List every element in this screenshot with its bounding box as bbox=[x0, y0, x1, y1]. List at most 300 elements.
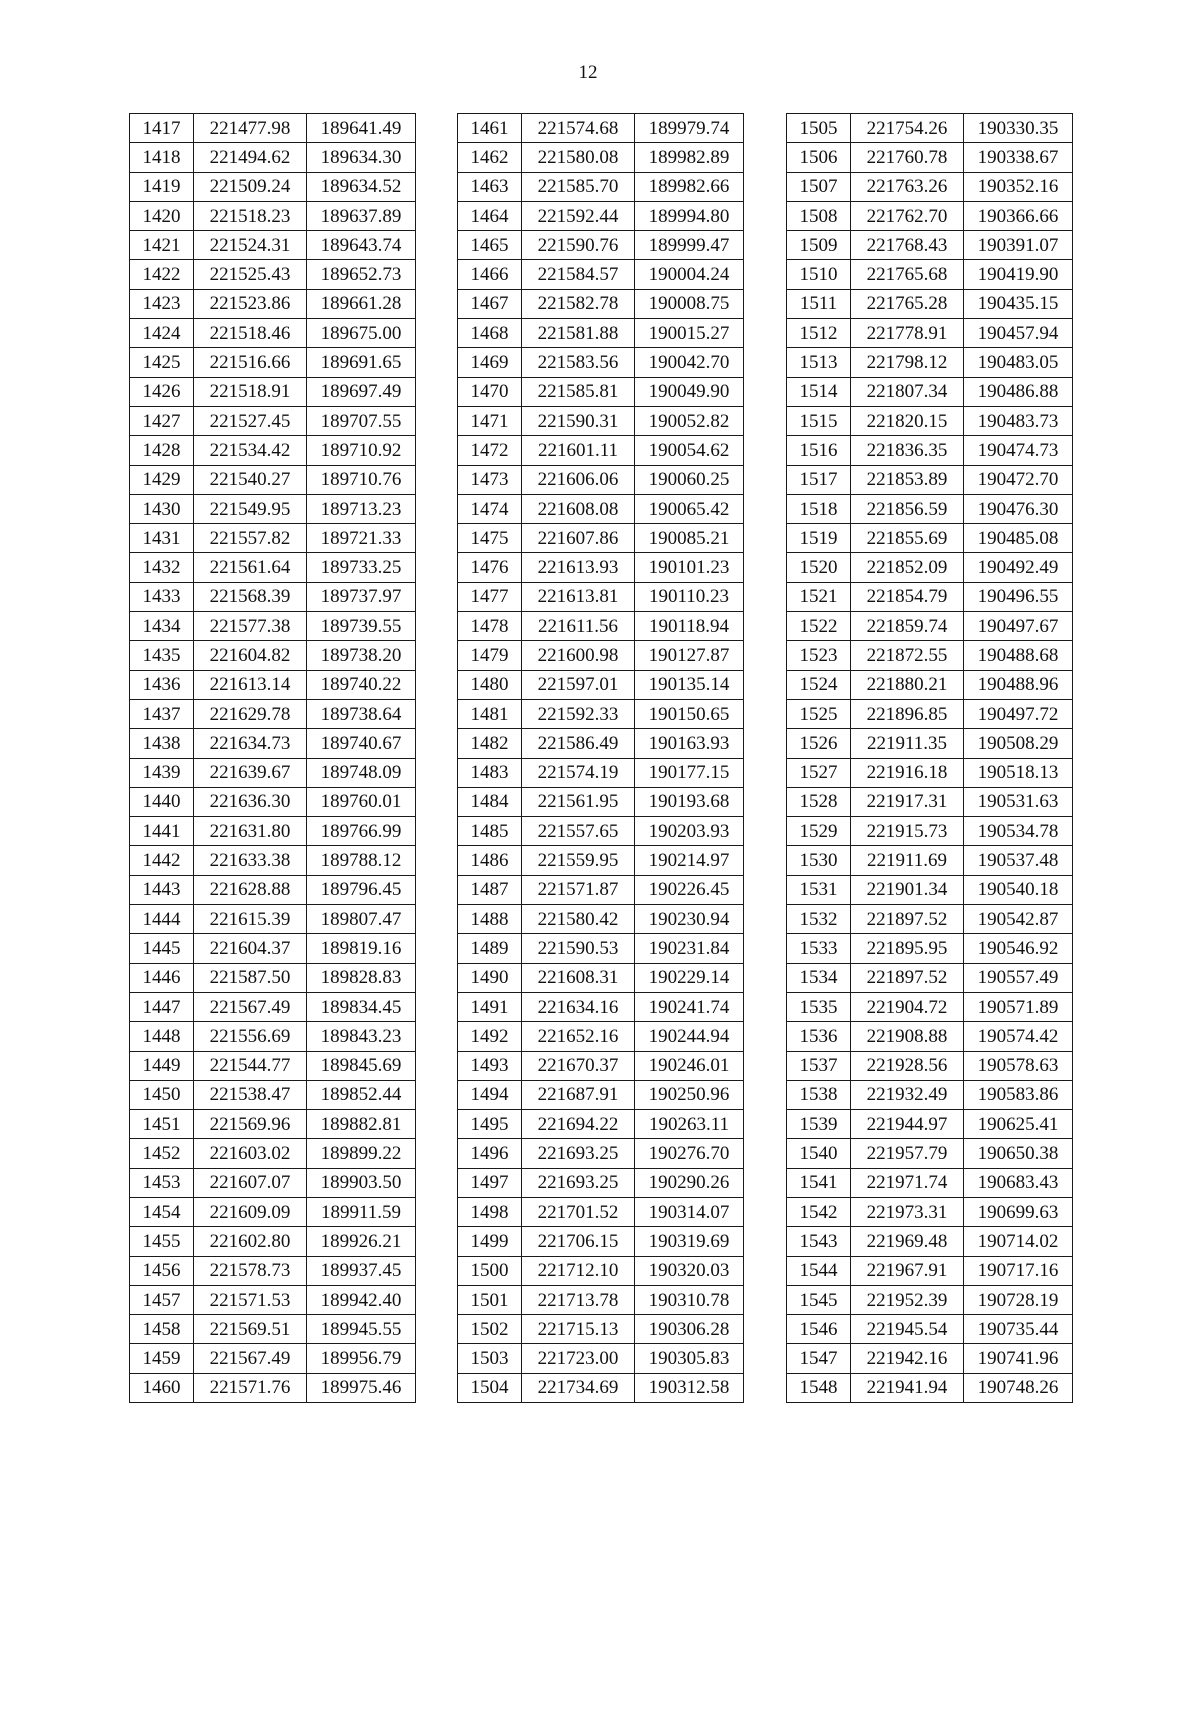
y-coordinate-cell: 190193.68 bbox=[635, 787, 744, 816]
table-row bbox=[458, 494, 744, 523]
point-number-cell: 1505 bbox=[787, 114, 851, 143]
y-coordinate-cell: 189982.66 bbox=[635, 172, 744, 201]
table-row bbox=[130, 875, 416, 904]
table-row bbox=[130, 1373, 416, 1402]
table-row bbox=[130, 1315, 416, 1344]
table-row bbox=[130, 289, 416, 318]
y-coordinate-cell: 190650.38 bbox=[964, 1139, 1073, 1168]
x-coordinate-cell: 221896.85 bbox=[851, 699, 964, 728]
point-number-cell: 1530 bbox=[787, 846, 851, 875]
y-coordinate-cell: 190305.83 bbox=[635, 1344, 744, 1373]
y-coordinate-cell: 189845.69 bbox=[307, 1051, 416, 1080]
table-row bbox=[458, 1110, 744, 1139]
y-coordinate-cell: 190314.07 bbox=[635, 1197, 744, 1226]
y-coordinate-cell: 190486.88 bbox=[964, 377, 1073, 406]
point-number-cell: 1429 bbox=[130, 465, 194, 494]
point-number-cell: 1485 bbox=[458, 817, 522, 846]
table-row bbox=[787, 494, 1073, 523]
y-coordinate-cell: 190320.03 bbox=[635, 1256, 744, 1285]
table-row bbox=[787, 436, 1073, 465]
y-coordinate-cell: 189843.23 bbox=[307, 1022, 416, 1051]
x-coordinate-cell: 221911.35 bbox=[851, 729, 964, 758]
x-coordinate-cell: 221701.52 bbox=[522, 1197, 635, 1226]
y-coordinate-cell: 189737.97 bbox=[307, 582, 416, 611]
y-coordinate-cell: 190231.84 bbox=[635, 934, 744, 963]
x-coordinate-cell: 221583.56 bbox=[522, 348, 635, 377]
point-number-cell: 1427 bbox=[130, 406, 194, 435]
table-row bbox=[787, 670, 1073, 699]
table-row bbox=[787, 1110, 1073, 1139]
table-row bbox=[130, 905, 416, 934]
x-coordinate-cell: 221571.87 bbox=[522, 875, 635, 904]
point-number-cell: 1418 bbox=[130, 143, 194, 172]
x-coordinate-cell: 221577.38 bbox=[194, 612, 307, 641]
x-coordinate-cell: 221600.98 bbox=[522, 641, 635, 670]
y-coordinate-cell: 190004.24 bbox=[635, 260, 744, 289]
x-coordinate-cell: 221895.95 bbox=[851, 934, 964, 963]
coordinates-table bbox=[129, 113, 416, 1403]
point-number-cell: 1504 bbox=[458, 1373, 522, 1402]
point-number-cell: 1532 bbox=[787, 905, 851, 934]
point-number-cell: 1520 bbox=[787, 553, 851, 582]
x-coordinate-cell: 221580.42 bbox=[522, 905, 635, 934]
point-number-cell: 1523 bbox=[787, 641, 851, 670]
table-row bbox=[787, 875, 1073, 904]
table-row bbox=[787, 1168, 1073, 1197]
table-row bbox=[130, 787, 416, 816]
table-row bbox=[458, 1256, 744, 1285]
y-coordinate-cell: 190488.68 bbox=[964, 641, 1073, 670]
table-row bbox=[787, 465, 1073, 494]
table-row bbox=[787, 377, 1073, 406]
point-number-cell: 1534 bbox=[787, 963, 851, 992]
y-coordinate-cell: 190574.42 bbox=[964, 1022, 1073, 1051]
y-coordinate-cell: 190518.13 bbox=[964, 758, 1073, 787]
table-row bbox=[458, 1227, 744, 1256]
x-coordinate-cell: 221967.91 bbox=[851, 1256, 964, 1285]
y-coordinate-cell: 190015.27 bbox=[635, 319, 744, 348]
x-coordinate-cell: 221516.66 bbox=[194, 348, 307, 377]
table-row bbox=[458, 1051, 744, 1080]
table-row bbox=[787, 612, 1073, 641]
table-row bbox=[458, 875, 744, 904]
point-number-cell: 1454 bbox=[130, 1197, 194, 1226]
x-coordinate-cell: 221544.77 bbox=[194, 1051, 307, 1080]
y-coordinate-cell: 189945.55 bbox=[307, 1315, 416, 1344]
y-coordinate-cell: 190163.93 bbox=[635, 729, 744, 758]
x-coordinate-cell: 221634.73 bbox=[194, 729, 307, 758]
y-coordinate-cell: 189697.49 bbox=[307, 377, 416, 406]
point-number-cell: 1435 bbox=[130, 641, 194, 670]
table-row bbox=[787, 758, 1073, 787]
point-number-cell: 1471 bbox=[458, 406, 522, 435]
point-number-cell: 1498 bbox=[458, 1197, 522, 1226]
y-coordinate-cell: 189652.73 bbox=[307, 260, 416, 289]
point-number-cell: 1543 bbox=[787, 1227, 851, 1256]
table-row bbox=[130, 1139, 416, 1168]
x-coordinate-cell: 221941.94 bbox=[851, 1373, 964, 1402]
table-row bbox=[787, 905, 1073, 934]
x-coordinate-cell: 221629.78 bbox=[194, 699, 307, 728]
table-row bbox=[458, 817, 744, 846]
y-coordinate-cell: 189710.76 bbox=[307, 465, 416, 494]
table-row bbox=[130, 348, 416, 377]
y-coordinate-cell: 190508.29 bbox=[964, 729, 1073, 758]
point-number-cell: 1500 bbox=[458, 1256, 522, 1285]
table-row bbox=[458, 787, 744, 816]
point-number-cell: 1544 bbox=[787, 1256, 851, 1285]
y-coordinate-cell: 190319.69 bbox=[635, 1227, 744, 1256]
y-coordinate-cell: 190177.15 bbox=[635, 758, 744, 787]
point-number-cell: 1423 bbox=[130, 289, 194, 318]
x-coordinate-cell: 221604.82 bbox=[194, 641, 307, 670]
table-row bbox=[458, 1373, 744, 1402]
x-coordinate-cell: 221908.88 bbox=[851, 1022, 964, 1051]
table-row bbox=[130, 524, 416, 553]
point-number-cell: 1465 bbox=[458, 231, 522, 260]
x-coordinate-cell: 221609.09 bbox=[194, 1197, 307, 1226]
y-coordinate-cell: 190483.05 bbox=[964, 348, 1073, 377]
table-row bbox=[458, 612, 744, 641]
point-number-cell: 1524 bbox=[787, 670, 851, 699]
x-coordinate-cell: 221854.79 bbox=[851, 582, 964, 611]
point-number-cell: 1446 bbox=[130, 963, 194, 992]
x-coordinate-cell: 221765.28 bbox=[851, 289, 964, 318]
y-coordinate-cell: 190683.43 bbox=[964, 1168, 1073, 1197]
point-number-cell: 1494 bbox=[458, 1080, 522, 1109]
x-coordinate-cell: 221945.54 bbox=[851, 1315, 964, 1344]
table-row bbox=[787, 992, 1073, 1021]
y-coordinate-cell: 189979.74 bbox=[635, 114, 744, 143]
y-coordinate-cell: 190472.70 bbox=[964, 465, 1073, 494]
table-row bbox=[458, 1168, 744, 1197]
table-row bbox=[458, 172, 744, 201]
x-coordinate-cell: 221897.52 bbox=[851, 905, 964, 934]
y-coordinate-cell: 190485.08 bbox=[964, 524, 1073, 553]
table-row bbox=[130, 729, 416, 758]
y-coordinate-cell: 190085.21 bbox=[635, 524, 744, 553]
table-row bbox=[787, 729, 1073, 758]
point-number-cell: 1492 bbox=[458, 1022, 522, 1051]
point-number-cell: 1437 bbox=[130, 699, 194, 728]
table-row bbox=[130, 1022, 416, 1051]
y-coordinate-cell: 190054.62 bbox=[635, 436, 744, 465]
y-coordinate-cell: 189733.25 bbox=[307, 553, 416, 582]
table-row bbox=[130, 436, 416, 465]
table-row bbox=[787, 787, 1073, 816]
point-number-cell: 1484 bbox=[458, 787, 522, 816]
table-row bbox=[458, 348, 744, 377]
y-coordinate-cell: 189643.74 bbox=[307, 231, 416, 260]
table-row bbox=[458, 1344, 744, 1373]
x-coordinate-cell: 221855.69 bbox=[851, 524, 964, 553]
x-coordinate-cell: 221608.31 bbox=[522, 963, 635, 992]
point-number-cell: 1511 bbox=[787, 289, 851, 318]
x-coordinate-cell: 221973.31 bbox=[851, 1197, 964, 1226]
table-row bbox=[458, 289, 744, 318]
point-number-cell: 1422 bbox=[130, 260, 194, 289]
x-coordinate-cell: 221952.39 bbox=[851, 1285, 964, 1314]
x-coordinate-cell: 221494.62 bbox=[194, 143, 307, 172]
table-row bbox=[130, 1256, 416, 1285]
x-coordinate-cell: 221586.49 bbox=[522, 729, 635, 758]
x-coordinate-cell: 221538.47 bbox=[194, 1080, 307, 1109]
y-coordinate-cell: 189982.89 bbox=[635, 143, 744, 172]
x-coordinate-cell: 221534.42 bbox=[194, 436, 307, 465]
y-coordinate-cell: 190150.65 bbox=[635, 699, 744, 728]
y-coordinate-cell: 190497.72 bbox=[964, 699, 1073, 728]
x-coordinate-cell: 221944.97 bbox=[851, 1110, 964, 1139]
table-row bbox=[130, 934, 416, 963]
x-coordinate-cell: 221603.02 bbox=[194, 1139, 307, 1168]
x-coordinate-cell: 221634.16 bbox=[522, 992, 635, 1021]
y-coordinate-cell: 190008.75 bbox=[635, 289, 744, 318]
point-number-cell: 1539 bbox=[787, 1110, 851, 1139]
table-row bbox=[787, 1315, 1073, 1344]
y-coordinate-cell: 190542.87 bbox=[964, 905, 1073, 934]
y-coordinate-cell: 189903.50 bbox=[307, 1168, 416, 1197]
point-number-cell: 1450 bbox=[130, 1080, 194, 1109]
y-coordinate-cell: 189760.01 bbox=[307, 787, 416, 816]
y-coordinate-cell: 190483.73 bbox=[964, 406, 1073, 435]
point-number-cell: 1459 bbox=[130, 1344, 194, 1373]
y-coordinate-cell: 189882.81 bbox=[307, 1110, 416, 1139]
y-coordinate-cell: 190534.78 bbox=[964, 817, 1073, 846]
table-row bbox=[130, 1285, 416, 1314]
x-coordinate-cell: 221557.65 bbox=[522, 817, 635, 846]
x-coordinate-cell: 221571.53 bbox=[194, 1285, 307, 1314]
x-coordinate-cell: 221969.48 bbox=[851, 1227, 964, 1256]
point-number-cell: 1502 bbox=[458, 1315, 522, 1344]
point-number-cell: 1508 bbox=[787, 201, 851, 230]
table-row bbox=[787, 319, 1073, 348]
x-coordinate-cell: 221571.76 bbox=[194, 1373, 307, 1402]
table-row bbox=[458, 905, 744, 934]
x-coordinate-cell: 221765.68 bbox=[851, 260, 964, 289]
point-number-cell: 1463 bbox=[458, 172, 522, 201]
y-coordinate-cell: 189710.92 bbox=[307, 436, 416, 465]
table-row bbox=[130, 758, 416, 787]
point-number-cell: 1514 bbox=[787, 377, 851, 406]
table-row bbox=[130, 1197, 416, 1226]
point-number-cell: 1516 bbox=[787, 436, 851, 465]
table-row bbox=[130, 114, 416, 143]
y-coordinate-cell: 190537.48 bbox=[964, 846, 1073, 875]
x-coordinate-cell: 221853.89 bbox=[851, 465, 964, 494]
x-coordinate-cell: 221856.59 bbox=[851, 494, 964, 523]
table-row bbox=[787, 1022, 1073, 1051]
point-number-cell: 1466 bbox=[458, 260, 522, 289]
x-coordinate-cell: 221712.10 bbox=[522, 1256, 635, 1285]
y-coordinate-cell: 190310.78 bbox=[635, 1285, 744, 1314]
y-coordinate-cell: 189740.67 bbox=[307, 729, 416, 758]
y-coordinate-cell: 190492.49 bbox=[964, 553, 1073, 582]
table-row bbox=[458, 553, 744, 582]
x-coordinate-cell: 221574.68 bbox=[522, 114, 635, 143]
point-number-cell: 1476 bbox=[458, 553, 522, 582]
table-row bbox=[130, 1051, 416, 1080]
point-number-cell: 1462 bbox=[458, 143, 522, 172]
x-coordinate-cell: 221549.95 bbox=[194, 494, 307, 523]
table-row bbox=[787, 553, 1073, 582]
y-coordinate-cell: 190110.23 bbox=[635, 582, 744, 611]
point-number-cell: 1489 bbox=[458, 934, 522, 963]
table-row bbox=[458, 465, 744, 494]
point-number-cell: 1546 bbox=[787, 1315, 851, 1344]
x-coordinate-cell: 221606.06 bbox=[522, 465, 635, 494]
x-coordinate-cell: 221582.78 bbox=[522, 289, 635, 318]
x-coordinate-cell: 221601.11 bbox=[522, 436, 635, 465]
point-number-cell: 1426 bbox=[130, 377, 194, 406]
x-coordinate-cell: 221613.81 bbox=[522, 582, 635, 611]
table-row bbox=[458, 201, 744, 230]
point-number-cell: 1473 bbox=[458, 465, 522, 494]
table-row bbox=[458, 582, 744, 611]
x-coordinate-cell: 221587.50 bbox=[194, 963, 307, 992]
x-coordinate-cell: 221778.91 bbox=[851, 319, 964, 348]
y-coordinate-cell: 190276.70 bbox=[635, 1139, 744, 1168]
table-row bbox=[787, 582, 1073, 611]
x-coordinate-cell: 221754.26 bbox=[851, 114, 964, 143]
x-coordinate-cell: 221592.33 bbox=[522, 699, 635, 728]
point-number-cell: 1512 bbox=[787, 319, 851, 348]
y-coordinate-cell: 189942.40 bbox=[307, 1285, 416, 1314]
table-row bbox=[458, 758, 744, 787]
y-coordinate-cell: 189956.79 bbox=[307, 1344, 416, 1373]
point-number-cell: 1445 bbox=[130, 934, 194, 963]
y-coordinate-cell: 189937.45 bbox=[307, 1256, 416, 1285]
y-coordinate-cell: 190728.19 bbox=[964, 1285, 1073, 1314]
x-coordinate-cell: 221509.24 bbox=[194, 172, 307, 201]
table-row bbox=[130, 172, 416, 201]
point-number-cell: 1547 bbox=[787, 1344, 851, 1373]
table-row bbox=[458, 670, 744, 699]
point-number-cell: 1527 bbox=[787, 758, 851, 787]
point-number-cell: 1501 bbox=[458, 1285, 522, 1314]
point-number-cell: 1521 bbox=[787, 582, 851, 611]
y-coordinate-cell: 190714.02 bbox=[964, 1227, 1073, 1256]
x-coordinate-cell: 221592.44 bbox=[522, 201, 635, 230]
y-coordinate-cell: 189634.30 bbox=[307, 143, 416, 172]
y-coordinate-cell: 189834.45 bbox=[307, 992, 416, 1021]
y-coordinate-cell: 190435.15 bbox=[964, 289, 1073, 318]
y-coordinate-cell: 189807.47 bbox=[307, 905, 416, 934]
point-number-cell: 1519 bbox=[787, 524, 851, 553]
table-row bbox=[130, 612, 416, 641]
x-coordinate-cell: 221613.14 bbox=[194, 670, 307, 699]
y-coordinate-cell: 190741.96 bbox=[964, 1344, 1073, 1373]
table-row bbox=[787, 143, 1073, 172]
y-coordinate-cell: 190230.94 bbox=[635, 905, 744, 934]
y-coordinate-cell: 189994.80 bbox=[635, 201, 744, 230]
point-number-cell: 1449 bbox=[130, 1051, 194, 1080]
y-coordinate-cell: 189707.55 bbox=[307, 406, 416, 435]
x-coordinate-cell: 221518.23 bbox=[194, 201, 307, 230]
y-coordinate-cell: 190135.14 bbox=[635, 670, 744, 699]
table-row bbox=[458, 231, 744, 260]
x-coordinate-cell: 221559.95 bbox=[522, 846, 635, 875]
y-coordinate-cell: 190717.16 bbox=[964, 1256, 1073, 1285]
table-row bbox=[130, 641, 416, 670]
x-coordinate-cell: 221561.95 bbox=[522, 787, 635, 816]
point-number-cell: 1537 bbox=[787, 1051, 851, 1080]
x-coordinate-cell: 221971.74 bbox=[851, 1168, 964, 1197]
y-coordinate-cell: 189975.46 bbox=[307, 1373, 416, 1402]
table-row bbox=[130, 231, 416, 260]
x-coordinate-cell: 221590.76 bbox=[522, 231, 635, 260]
table-row bbox=[787, 172, 1073, 201]
table-row bbox=[130, 963, 416, 992]
table-row bbox=[130, 406, 416, 435]
y-coordinate-cell: 189739.55 bbox=[307, 612, 416, 641]
x-coordinate-cell: 221557.82 bbox=[194, 524, 307, 553]
y-coordinate-cell: 189740.22 bbox=[307, 670, 416, 699]
y-coordinate-cell: 189899.22 bbox=[307, 1139, 416, 1168]
x-coordinate-cell: 221604.37 bbox=[194, 934, 307, 963]
point-number-cell: 1541 bbox=[787, 1168, 851, 1197]
point-number-cell: 1467 bbox=[458, 289, 522, 318]
y-coordinate-cell: 189999.47 bbox=[635, 231, 744, 260]
y-coordinate-cell: 189788.12 bbox=[307, 846, 416, 875]
x-coordinate-cell: 221584.57 bbox=[522, 260, 635, 289]
x-coordinate-cell: 221569.96 bbox=[194, 1110, 307, 1139]
x-coordinate-cell: 221687.91 bbox=[522, 1080, 635, 1109]
point-number-cell: 1441 bbox=[130, 817, 194, 846]
y-coordinate-cell: 190546.92 bbox=[964, 934, 1073, 963]
table-row bbox=[130, 846, 416, 875]
x-coordinate-cell: 221574.19 bbox=[522, 758, 635, 787]
x-coordinate-cell: 221628.88 bbox=[194, 875, 307, 904]
point-number-cell: 1460 bbox=[130, 1373, 194, 1402]
x-coordinate-cell: 221561.64 bbox=[194, 553, 307, 582]
x-coordinate-cell: 221880.21 bbox=[851, 670, 964, 699]
point-number-cell: 1482 bbox=[458, 729, 522, 758]
table-row bbox=[130, 201, 416, 230]
point-number-cell: 1533 bbox=[787, 934, 851, 963]
table-row bbox=[458, 406, 744, 435]
point-number-cell: 1474 bbox=[458, 494, 522, 523]
x-coordinate-cell: 221524.31 bbox=[194, 231, 307, 260]
x-coordinate-cell: 221580.08 bbox=[522, 143, 635, 172]
point-number-cell: 1478 bbox=[458, 612, 522, 641]
point-number-cell: 1518 bbox=[787, 494, 851, 523]
point-number-cell: 1526 bbox=[787, 729, 851, 758]
x-coordinate-cell: 221607.07 bbox=[194, 1168, 307, 1197]
point-number-cell: 1433 bbox=[130, 582, 194, 611]
y-coordinate-cell: 190263.11 bbox=[635, 1110, 744, 1139]
point-number-cell: 1481 bbox=[458, 699, 522, 728]
point-number-cell: 1470 bbox=[458, 377, 522, 406]
point-number-cell: 1528 bbox=[787, 787, 851, 816]
y-coordinate-cell: 190583.86 bbox=[964, 1080, 1073, 1109]
y-coordinate-cell: 190118.94 bbox=[635, 612, 744, 641]
x-coordinate-cell: 221568.39 bbox=[194, 582, 307, 611]
x-coordinate-cell: 221762.70 bbox=[851, 201, 964, 230]
point-number-cell: 1517 bbox=[787, 465, 851, 494]
point-number-cell: 1464 bbox=[458, 201, 522, 230]
table-row bbox=[458, 377, 744, 406]
table-row bbox=[130, 494, 416, 523]
y-coordinate-cell: 190571.89 bbox=[964, 992, 1073, 1021]
point-number-cell: 1493 bbox=[458, 1051, 522, 1080]
point-number-cell: 1503 bbox=[458, 1344, 522, 1373]
table-row bbox=[787, 1256, 1073, 1285]
table-row bbox=[458, 260, 744, 289]
point-number-cell: 1431 bbox=[130, 524, 194, 553]
table-row bbox=[130, 1080, 416, 1109]
point-number-cell: 1424 bbox=[130, 319, 194, 348]
point-number-cell: 1488 bbox=[458, 905, 522, 934]
